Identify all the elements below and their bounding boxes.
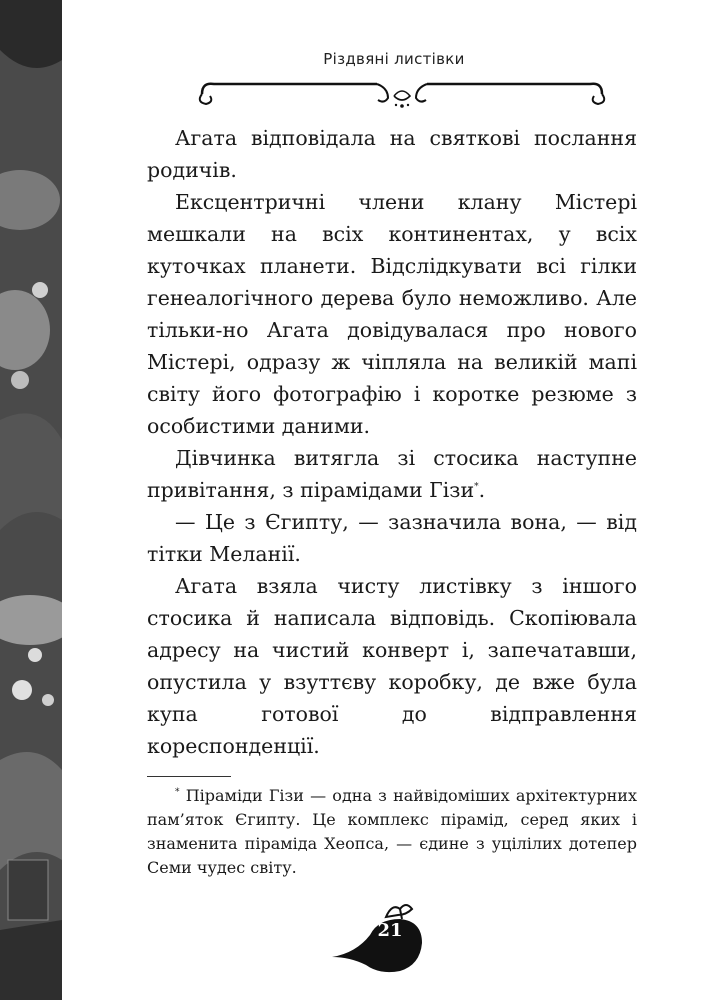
footnote-text: Піраміди Гізи — одна з найвідоміших архітектурних пам’яток Єгипту. Це комплекс пірамід, серед яких і знаменита піраміда Хеопса, — єдине з уцілілих дотепер Семи чудес світу. (147, 786, 637, 877)
paragraph: Ексцентричні члени клану Містері мешкали на всіх континентах, у всіх куточках планети. Відслідкувати всі гілки генеалогічного дерева було неможливо. Але тільки-но Агата довідувалася про нового Містері, одразу ж чіпляла на великій мапі світу його фотографію і коротке резюме з особистими даними. (147, 190, 637, 438)
page-number: 21 (377, 920, 403, 941)
paragraph: Агата відповідала на святкові послання родичів. (147, 126, 637, 182)
paragraph-text: Дівчинка витягла зі стосика наступне привітання, з пірамідами Гізи (147, 446, 637, 502)
paragraph: Агата взяла чисту листівку з іншого стосика й написала відповідь. Скопіювала адресу на чистий конверт і, запечатавши, опустила у взуттєву коробку, де вже була купа готової до відправлення кореспонденції. (147, 574, 637, 758)
side-illustration (0, 0, 62, 1000)
running-head: Різдвяні листівки (323, 50, 465, 68)
footnote-divider (147, 776, 231, 777)
scroll-ornament-icon (192, 72, 612, 112)
footnote-marker: * (474, 482, 479, 493)
body-text (147, 122, 637, 762)
footnote-marker: * (175, 787, 180, 798)
paragraph-with-footnote (147, 442, 637, 506)
paragraph-text-end: . (478, 478, 486, 502)
paragraph: — Це з Єгипту, — зазначила вона, — від тітки Меланії. (147, 510, 637, 566)
footnote (147, 784, 637, 880)
